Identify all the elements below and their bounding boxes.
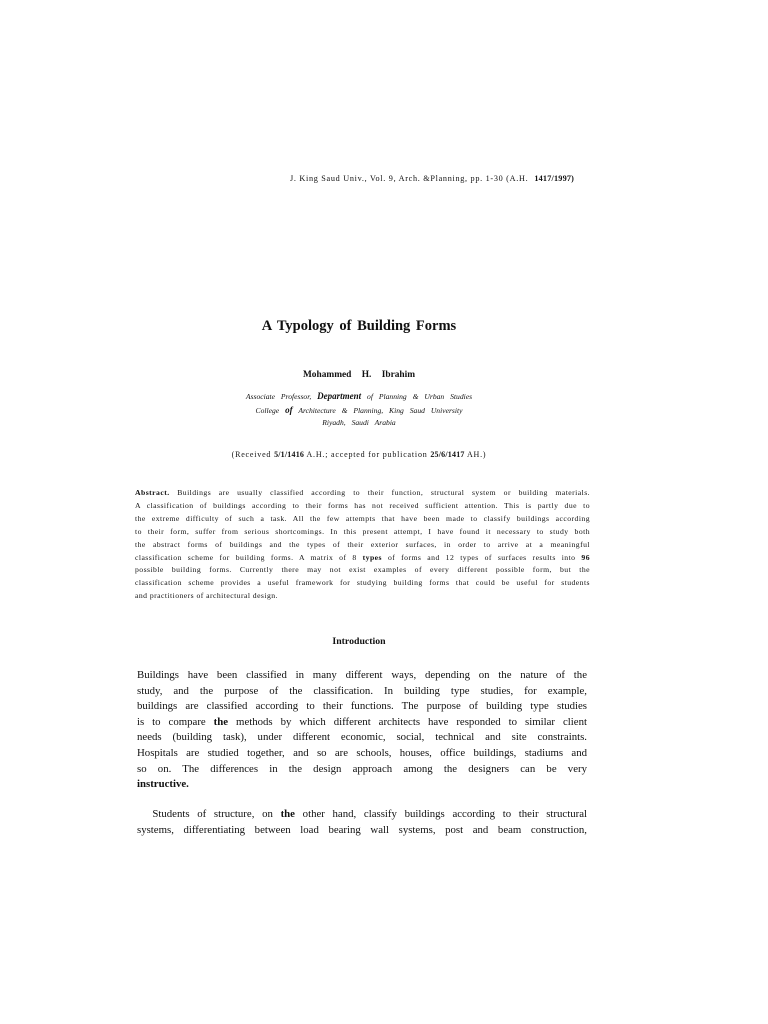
affiliation-line-2: [0, 405, 718, 415]
paragraph-line: study, and the purpose of the classification. In building type studies, for example,: [137, 684, 587, 697]
affiliation-line-1: [0, 391, 718, 401]
paragraph-line: is to compare the methods by which different architects have responded to similar client: [137, 715, 587, 728]
abstract-line: possible building forms. Currently there may not exist examples of every different possible form, but the: [135, 565, 590, 575]
paragraph-line: Buildings have been classified in many different ways, depending on the nature of the: [137, 669, 587, 681]
abstract-label: Abstract.: [135, 488, 170, 497]
affiliation-college-name: Architecture & Planning, King Saud University: [298, 406, 463, 415]
affiliation-location: Riyadh, Saudi Arabia: [322, 418, 396, 427]
paragraph-line: Hospitals are studied together, and so are schools, houses, office buildings, stadiums and: [137, 746, 587, 759]
affiliation-college: College: [255, 406, 280, 415]
paragraph-line: so on. The differences in the design approach among the designers can be very: [137, 762, 587, 775]
received-middle: A.H.; accepted for publication: [306, 450, 428, 459]
section-heading-introduction: Introduction: [332, 636, 386, 647]
paragraph-line: instructive.: [137, 778, 189, 791]
journal-year: 1417/1997): [534, 174, 575, 183]
received-dates: [0, 450, 718, 459]
abstract-line: the abstract forms of buildings and the types of their exterior surfaces, in order to arrive at a meaningful: [135, 539, 590, 549]
received-suffix: AH.): [466, 450, 487, 459]
journal-header: [290, 174, 600, 183]
abstract-line: classification scheme provides a useful framework for studying building forms that could be useful for students: [135, 578, 590, 588]
abstract: [135, 487, 590, 603]
affiliation-department-name: of Planning & Urban Studies: [367, 392, 473, 401]
affiliation-position: Associate Professor,: [245, 392, 312, 401]
author-name: Mohammed H. Ibrahim: [302, 370, 416, 380]
paragraph-line: systems, differentiating between load bearing wall systems, post and beam construction,: [137, 823, 587, 836]
paragraph-line: Students of structure, on the other hand, classify buildings according to their structural: [152, 808, 587, 820]
affiliation-of: of: [285, 405, 293, 415]
journal-citation: J. King Saud Univ., Vol. 9, Arch. &Planning, pp. 1-30 (A.H.: [290, 174, 529, 183]
body-paragraph-2: [137, 807, 587, 838]
abstract-line: Abstract. Buildings are usually classified according to their function, structural system or building materials.: [135, 488, 590, 497]
received-date: 5/1/1416: [274, 450, 305, 459]
abstract-line: and practitioners of architectural design.: [135, 591, 278, 601]
abstract-line: A classification of buildings according to their forms has not received sufficient attention. This is partly due to: [135, 500, 590, 510]
affiliation-department: Department: [317, 391, 362, 401]
abstract-line: classification scheme for building forms. A matrix of 8 types of forms and 12 types of surfaces results into 96: [135, 552, 590, 562]
paragraph-line: needs (building task), under different economic, social, technical and site constraints.: [137, 731, 587, 744]
abstract-line: the extreme difficulty of such a task. All the few attempts that have been made to classify buildings according: [135, 513, 590, 523]
received-prefix: (Received: [231, 450, 272, 459]
abstract-line: to their form, suffer from serious shortcomings. In this present attempt, I have found it necessary to study both: [135, 526, 590, 536]
accepted-date: 25/6/1417: [430, 450, 465, 459]
body-paragraph-1: [137, 668, 587, 793]
paragraph-line: buildings are classified according to their functions. The purpose of building type studies: [137, 700, 587, 713]
paper-title: A Typology of Building Forms: [261, 318, 457, 334]
